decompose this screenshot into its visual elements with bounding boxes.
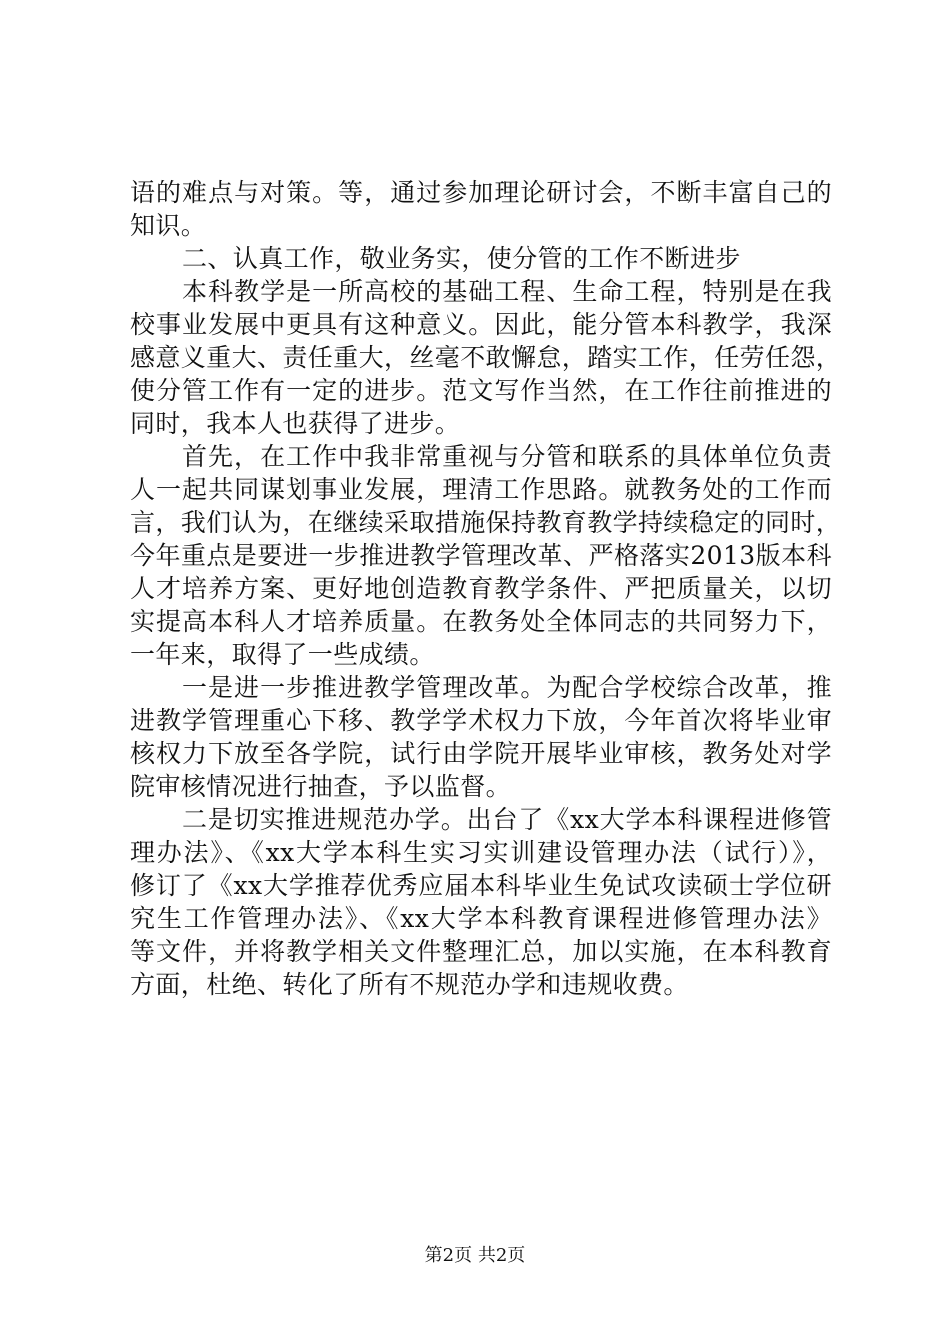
text-line: 方面，杜绝、转化了所有不规范办学和违规收费。 — [130, 970, 689, 999]
text-line: 核权力下放至各学院，试行由学院开展毕业审核，教务处对学 — [130, 739, 832, 768]
text-line: 本科教学是一所高校的基础工程、生命工程，特别是在我 — [182, 277, 832, 306]
text-line: 语的难点与对策。等，通过参加理论研讨会，不断丰富自己的 — [130, 178, 832, 207]
text-line: 同时，我本人也获得了进步。 — [130, 409, 461, 438]
paragraph — [130, 440, 842, 671]
document-body — [130, 176, 842, 1001]
text-line: 言，我们认为，在继续采取措施保持教育教学持续稳定的同时， — [130, 508, 842, 537]
text-line: 一是进一步推进教学管理改革。为配合学校综合改革，推 — [182, 673, 832, 702]
text-line: 校事业发展中更具有这种意义。因此，能分管本科教学，我深 — [130, 310, 832, 339]
page-footer — [0, 1244, 950, 1268]
text-line: 首先，在工作中我非常重视与分管和联系的具体单位负责 — [182, 442, 832, 471]
text-line: 院审核情况进行抽查，予以监督。 — [130, 772, 512, 801]
paragraph — [130, 176, 832, 242]
text-line: 二、认真工作，敬业务实，使分管的工作不断进步 — [182, 244, 741, 273]
text-line: 知识。 — [130, 211, 207, 240]
text-line: 进教学管理重心下移、教学学术权力下放，今年首次将毕业审 — [130, 706, 832, 735]
text-line: 等文件，并将教学相关文件整理汇总，加以实施，在本科教育 — [130, 937, 832, 966]
text-line: 二是切实推进规范办学。出台了《xx大学本科课程进修管 — [182, 805, 832, 834]
paragraph — [130, 275, 842, 440]
text-line: 人才培养方案、更好地创造教育教学条件、严把质量关，以切 — [130, 574, 832, 603]
text-line: 使分管工作有一定的进步。范文写作当然，在工作往前推进的 — [130, 376, 832, 405]
paragraph — [130, 803, 832, 1001]
text-line: 今年重点是要进一步推进教学管理改革、严格落实2013版本科 — [130, 541, 832, 570]
text-line: 实提高本科人才培养质量。在教务处全体同志的共同努力下， — [130, 607, 832, 636]
page-number-label: 第2页 共2页 — [424, 1245, 526, 1266]
section-heading — [130, 242, 832, 275]
text-line: 人一起共同谋划事业发展，理清工作思路。就教务处的工作而 — [130, 475, 832, 504]
text-line: 一年来，取得了一些成绩。 — [130, 640, 435, 669]
text-line: 理办法》、《xx大学本科生实习实训建设管理办法（试行）》， — [130, 838, 832, 867]
text-line: 修订了《xx大学推荐优秀应届本科毕业生免试攻读硕士学位研 — [130, 871, 832, 900]
text-line: 究生工作管理办法》、《xx大学本科教育课程进修管理办法》 — [130, 904, 832, 933]
text-line: 感意义重大、责任重大，丝毫不敢懈怠，踏实工作，任劳任怨， — [130, 343, 842, 372]
paragraph — [130, 671, 832, 803]
